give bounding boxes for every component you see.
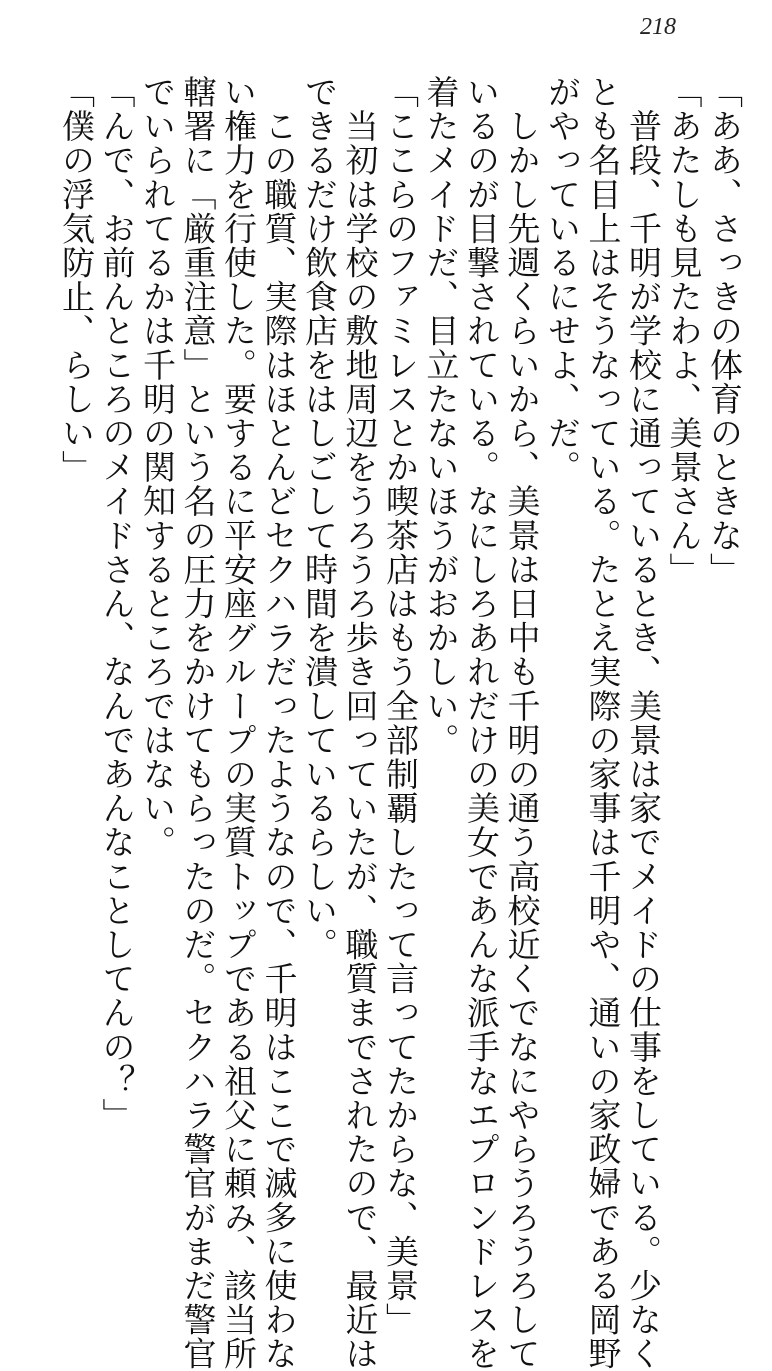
body-text — [14, 75, 744, 1371]
text-line: 「んで、お前んところのメイドさん、なんであんなことしてんの？」 — [97, 75, 137, 1133]
text-line: でいられてるかは千明の関知するところではない。 — [138, 75, 177, 860]
text-line: 当初は学校の敷地周辺をうろうろ歩き回っていたが、職質までされたので、最近は — [340, 75, 380, 1371]
text-line: 「あたしも見たわよ、美景さん」 — [664, 75, 704, 587]
text-line: 普段、千明が学校に通っているとき、美景は家でメイドの仕事をしている。少なく — [624, 75, 663, 1371]
text-line: とも名目上はそうなっている。たとえ実際の家事は千明や、通いの家政婦である岡野 — [583, 75, 623, 1371]
text-line: しかし先週くらいから、美景は日中も千明の通う高校近くでなにやらうろうろして — [502, 75, 542, 1371]
text-line: 「ああ、さっきの体育のときな」 — [705, 75, 744, 587]
text-line: 着たメイドだ、目立たないほうがおかしい。 — [421, 75, 461, 757]
text-line: いるのが目撃されている。なにしろあれだけの美女であんな派手なエプロンドレスを — [462, 75, 501, 1371]
text-line: 「ここらのファミレスとか喫茶店はもう全部制覇したって言ってたからな、美景」 — [381, 75, 420, 1337]
text-line: い権力を行使した。要するに平安座グループの実質トップである祖父に頼み、該当所 — [219, 75, 258, 1371]
text-line: 「僕の浮気防止、らしい」 — [57, 75, 96, 485]
text-line: がやっているにせよ、だ。 — [543, 75, 582, 485]
text-line: 轄署に「厳重注意」という名の圧力をかけてもらったのだ。セクハラ警官がまだ警官 — [178, 75, 218, 1371]
page-number: 218 — [640, 14, 676, 40]
text-line: この職質、実際はほとんどセクハラだったようなので、千明はここで滅多に使わな — [259, 75, 299, 1371]
text-line: できるだけ飲食店をはしごして時間を潰しているらしい。 — [300, 75, 339, 962]
